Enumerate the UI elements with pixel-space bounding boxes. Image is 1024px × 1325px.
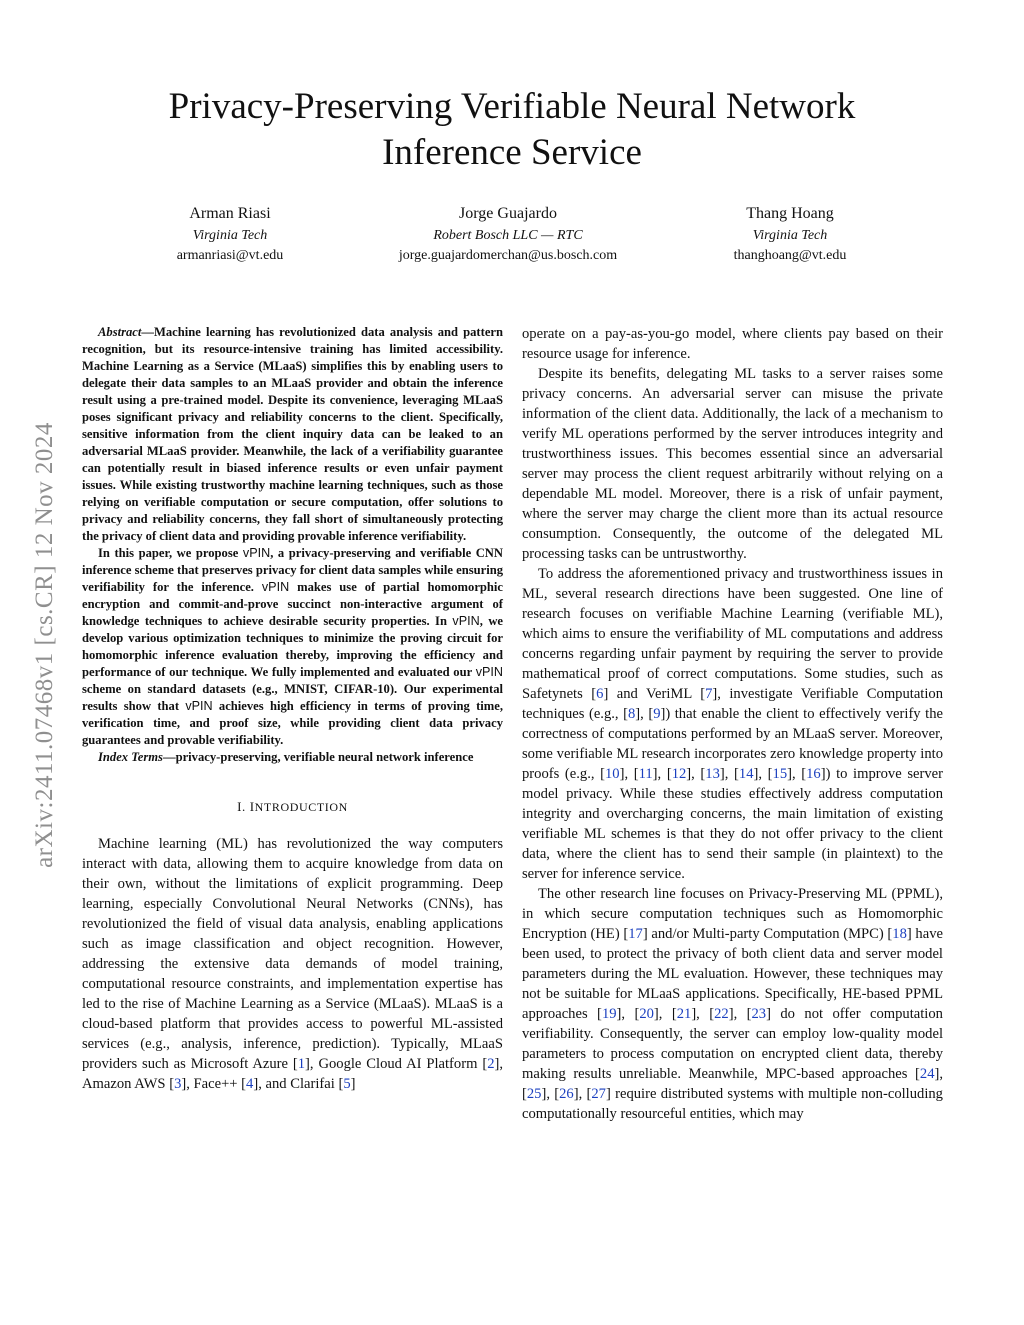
citation-link[interactable]: 11 xyxy=(638,766,653,782)
title-line-2: Inference Service xyxy=(382,132,642,173)
abstract-paragraph-2: In this paper, we propose vPIN, a privacy-preserving and verifiable CNN inference scheme that preserves privacy for client data samples while ensuring verifiability for the inference. vPIN makes use of partial homomorphic encryption and commit-and-prove succinct non-interactive argument of knowledge techniques to achieve desirable security properties. In vPIN, we develop various optimization techniques to minimize the proving circuit for homomorphic inference evaluation thereby, improving the efficiency and performance of our technique. We fully implemented and evaluated our vPIN scheme on standard datasets (e.g., MNIST, CIFAR-10). Our experimental results show that vPIN achieves high efficiency in terms of proving time, verification time, and proof size, while providing client data privacy guarantees and provable verifiability. xyxy=(82,546,504,747)
citation-link[interactable]: 13 xyxy=(705,766,720,782)
body-paragraph: To address the aforementioned privacy and trustworthiness issues in ML, several research directions have been suggested. One line of research focuses on verifiable Machine Learning (verifiable ML), which aims to ensure the verifiability of ML computations and address concerns regarding unfair payment by requiring the server to provide mathematical proof of correct computations. Some studies, such as Safetynets [6] and VeriML [7], investigate Verifiable Computation techniques (e.g., [8], [9]) that enable the client to effectively verify the correctness of computations performed by an MLaaS server. Moreover, some verifiable ML research incorporates zero knowledge property into proofs (e.g., [10], [11], [12], [13], [14], [15], [16]) to improve server model privacy. While these studies effectively address computation integrity and overcharging concerns, the main limitation of existing verifiable ML schemes is that they do not offer privacy to the client data, where the client has to send their sample (in plaintext) to the server for inference service. xyxy=(522,566,943,882)
citation-link[interactable]: 1 xyxy=(297,1056,306,1072)
citation-link[interactable]: 12 xyxy=(671,766,687,782)
body-paragraph: Despite its benefits, delegating ML tasks to a server raises some privacy concerns. An adversarial server can misuse the private information of the client data. Additionally, the lack of a mechanism to verify ML operations performed by the server introduces integrity and trustworthiness issues. This becomes essential since an adversarial server may process the client request arbitrarily without relying on a dependable ML model. Moreover, there is a risk of unfair payment, where the server may charge the client more than its actual resource consumption. Consequently, the outcome of the delegated ML processing tasks can be untrustworthy. xyxy=(522,366,943,562)
author-block xyxy=(0,203,1024,273)
author-affiliation: Virginia Tech xyxy=(192,228,268,243)
title-line-1: Privacy-Preserving Verifiable Neural Network xyxy=(168,86,856,127)
citation-link[interactable]: 20 xyxy=(639,1006,654,1022)
author-name: Jorge Guajardo xyxy=(459,205,557,222)
author-email: thanghoang@vt.edu xyxy=(733,248,847,263)
scheme-name: vPIN xyxy=(185,699,213,713)
index-terms: Index Terms—privacy-preserving, verifiable neural network inference xyxy=(98,750,474,764)
citation-link[interactable]: 9 xyxy=(653,706,661,722)
citation-link[interactable]: 5 xyxy=(343,1076,351,1092)
right-column xyxy=(522,324,943,1124)
scheme-name: vPIN xyxy=(242,546,271,560)
citation-link[interactable]: 7 xyxy=(705,686,713,702)
author-affiliation: Virginia Tech xyxy=(752,228,828,243)
author-name: Thang Hoang xyxy=(746,205,834,222)
citation-link[interactable]: 19 xyxy=(601,1006,617,1022)
author-2 xyxy=(399,203,617,266)
author-name: Arman Riasi xyxy=(189,205,271,222)
citation-link[interactable]: 16 xyxy=(806,766,821,782)
citation-link[interactable]: 6 xyxy=(596,686,604,702)
citation-link[interactable]: 24 xyxy=(919,1066,935,1082)
citation-link[interactable]: 3 xyxy=(174,1076,182,1092)
index-terms-label: Index Terms xyxy=(98,750,163,764)
citation-link[interactable]: 4 xyxy=(246,1076,254,1092)
scheme-name: vPIN xyxy=(475,665,503,679)
scheme-name: vPIN xyxy=(261,580,290,594)
author-affiliation: Robert Bosch LLC — RTC xyxy=(433,228,583,243)
citation-link[interactable]: 15 xyxy=(772,766,788,782)
citation-link[interactable]: 18 xyxy=(892,926,907,942)
citation-link[interactable]: 14 xyxy=(738,766,754,782)
section-heading-introduction: I. INTRODUCTION xyxy=(237,799,348,814)
author-email: armanriasi@vt.edu xyxy=(176,248,284,263)
citation-link[interactable]: 26 xyxy=(559,1086,574,1102)
body-paragraph: Machine learning (ML) has revolutionized the way computers interact with data, allowing them to acquire knowledge from data on their own, without the limitations of explicit programming. Deep learning, especially Convolutional Neural Networks (CNNs), has revolutionized the field of visual data analysis, enabling applications such as image classification and object recognition. However, addressing the extensive data demands of model training, computational resource constraints, and implementation expertise has led to the rise of Machine Learning as a Service (MLaaS). MLaaS is a cloud-based platform that provides access to powerful ML-assisted services (e.g., analysis, inference, prediction). Typically, MLaaS providers such as Microsoft Azure [1], Google Cloud AI Platform [2], Amazon AWS [3], Face++ [4], and Clarifai [5] xyxy=(82,836,503,1092)
introduction-body-right xyxy=(522,324,943,1124)
left-column xyxy=(82,324,503,1094)
introduction-body-left xyxy=(82,834,503,1094)
author-1 xyxy=(177,203,284,266)
citation-link[interactable]: 2 xyxy=(487,1056,495,1072)
citation-link[interactable]: 8 xyxy=(627,706,636,722)
citation-link[interactable]: 23 xyxy=(751,1006,767,1022)
arxiv-identifier-stamp: arXiv:2411.07468v1 [cs.CR] 12 Nov 2024 xyxy=(31,422,58,868)
citation-link[interactable]: 21 xyxy=(676,1006,692,1022)
abstract xyxy=(82,324,503,766)
citation-link[interactable]: 17 xyxy=(628,926,643,942)
citation-link[interactable]: 22 xyxy=(714,1006,729,1022)
author-email: jorge.guajardomerchan@us.bosch.com xyxy=(398,248,618,263)
author-3 xyxy=(734,203,847,266)
body-paragraph: The other research line focuses on Privacy-Preserving ML (PPML), in which secure computation techniques such as Homomorphic Encryption (HE) [17] and/or Multi-party Computation (MPC) [18] have been used, to protect the privacy of both client data and server model parameters during the ML evaluation. However, these techniques may not be suitable for MLaaS applications. Specifically, HE-based PPML approaches [19], [20], [21], [22], [23] do not offer computation verifiability. Consequently, the server can employ low-quality model parameters to process computation on encrypted client data, thereby making results unreliable. Meanwhile, MPC-based approaches [24], [25], [26], [27] require distributed systems with multiple non-colluding computationally resourceful entities, which may xyxy=(522,886,943,1122)
citation-link[interactable]: 25 xyxy=(526,1086,542,1102)
abstract-label: Abstract xyxy=(98,325,142,339)
citation-link[interactable]: 27 xyxy=(591,1086,606,1102)
paper-title xyxy=(112,84,912,176)
abstract-paragraph-1: Abstract—Machine learning has revolutionized data analysis and pattern recognition, but its resource-intensive training has limited accessibility. Machine Learning as a Service (MLaaS) simplifies this by enabling users to delegate their data samples to an MLaaS provider and obtain the inference result using a pre-trained model. Despite its convenience, leveraging MLaaS poses significant privacy and reliability concerns to the client. Specifically, sensitive information from the client inquiry data can be leaked to an adversarial MLaaS provider. Meanwhile, the lack of a verifiability guarantee can potentially result in biased inference results or even unfair payment issues. While existing trustworthy machine learning techniques, such as those relying on verifiable computation or secure computation, offer solutions to privacy and reliability concerns, they fall short of simultaneously protecting the privacy of client data and providing provable inference verifiability. xyxy=(82,325,503,543)
body-paragraph: operate on a pay-as-you-go model, where clients pay based on their resource usage for inference. xyxy=(522,326,943,362)
scheme-name: vPIN xyxy=(452,614,480,628)
citation-link[interactable]: 10 xyxy=(605,766,620,782)
